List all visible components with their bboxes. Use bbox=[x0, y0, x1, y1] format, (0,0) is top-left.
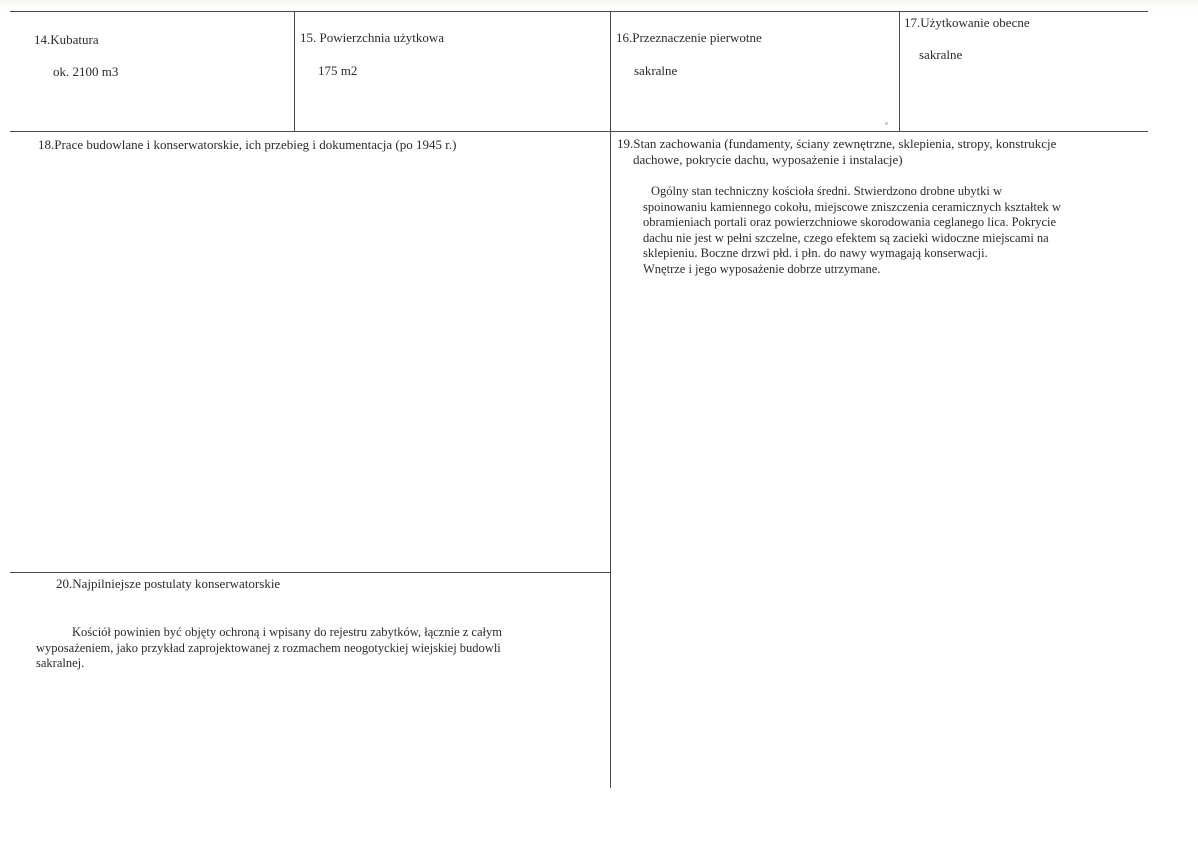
col-divider-main bbox=[610, 11, 611, 788]
stan-label-line-2: dachowe, pokrycie dachu, wyposażenie i instalacje) bbox=[633, 152, 903, 167]
stan-line: Wnętrze i jego wyposażenie dobrze utrzymane. bbox=[643, 261, 881, 276]
col-divider-14-15 bbox=[294, 11, 295, 131]
postulaty-line: wyposażeniem, jako przykład zaprojektowanej z rozmachem neogotyckiej wiejskiej budowli bbox=[36, 640, 501, 655]
uzytkowanie-label: 17.Użytkowanie obecne bbox=[904, 15, 1030, 30]
postulaty-label: 20.Najpilniejsze postulaty konserwatorskie bbox=[56, 576, 281, 591]
stan-label-line-1: 19.Stan zachowania (fundamenty, ściany zewnętrzne, sklepienia, stropy, konstrukcje bbox=[617, 136, 1057, 151]
row-divider-1 bbox=[10, 131, 1148, 132]
top-rule bbox=[10, 11, 1148, 12]
stan-description bbox=[643, 184, 1131, 278]
col-divider-16-17 bbox=[899, 11, 900, 131]
postulaty-description bbox=[36, 625, 601, 672]
przeznaczenie-value: sakralne bbox=[634, 63, 678, 78]
kubatura-value: ok. 2100 m3 bbox=[53, 64, 119, 79]
scan-speck bbox=[885, 122, 888, 125]
stan-line: dachu nie jest w pełni szczelne, czego efektem są zacieki widoczne miejscami na bbox=[643, 230, 1049, 245]
powierzchnia-label: 15. Powierzchnia użytkowa bbox=[300, 30, 445, 45]
uzytkowanie-value: sakralne bbox=[919, 47, 963, 62]
stan-line: obramieniach portali oraz powierzchniowe skorodowania ceglanego lica. Pokrycie bbox=[643, 215, 1057, 230]
postulaty-top-rule bbox=[10, 572, 610, 573]
stan-line: sklepieniu. Boczne drzwi płd. i płn. do nawy wymagają konserwacji. bbox=[643, 246, 988, 261]
postulaty-line: sakralnej. bbox=[36, 656, 85, 671]
stan-line: spoinowaniu kamiennego cokołu, miejscowe zniszczenia ceramicznych kształtek w bbox=[643, 199, 1061, 214]
postulaty-line: Kościół powinien być objęty ochroną i wpisany do rejestru zabytków, łącznie z całym bbox=[72, 625, 502, 639]
powierzchnia-value: 175 m2 bbox=[318, 63, 358, 78]
prace-label: 18.Prace budowlane i konserwatorskie, ich przebieg i dokumentacja (po 1945 r.) bbox=[38, 137, 457, 152]
kubatura-label: 14.Kubatura bbox=[34, 32, 99, 47]
przeznaczenie-label: 16.Przeznaczenie pierwotne bbox=[616, 30, 762, 45]
stan-line: Ogólny stan techniczny kościoła średni. Stwierdzono drobne ubytki w bbox=[651, 184, 1002, 198]
